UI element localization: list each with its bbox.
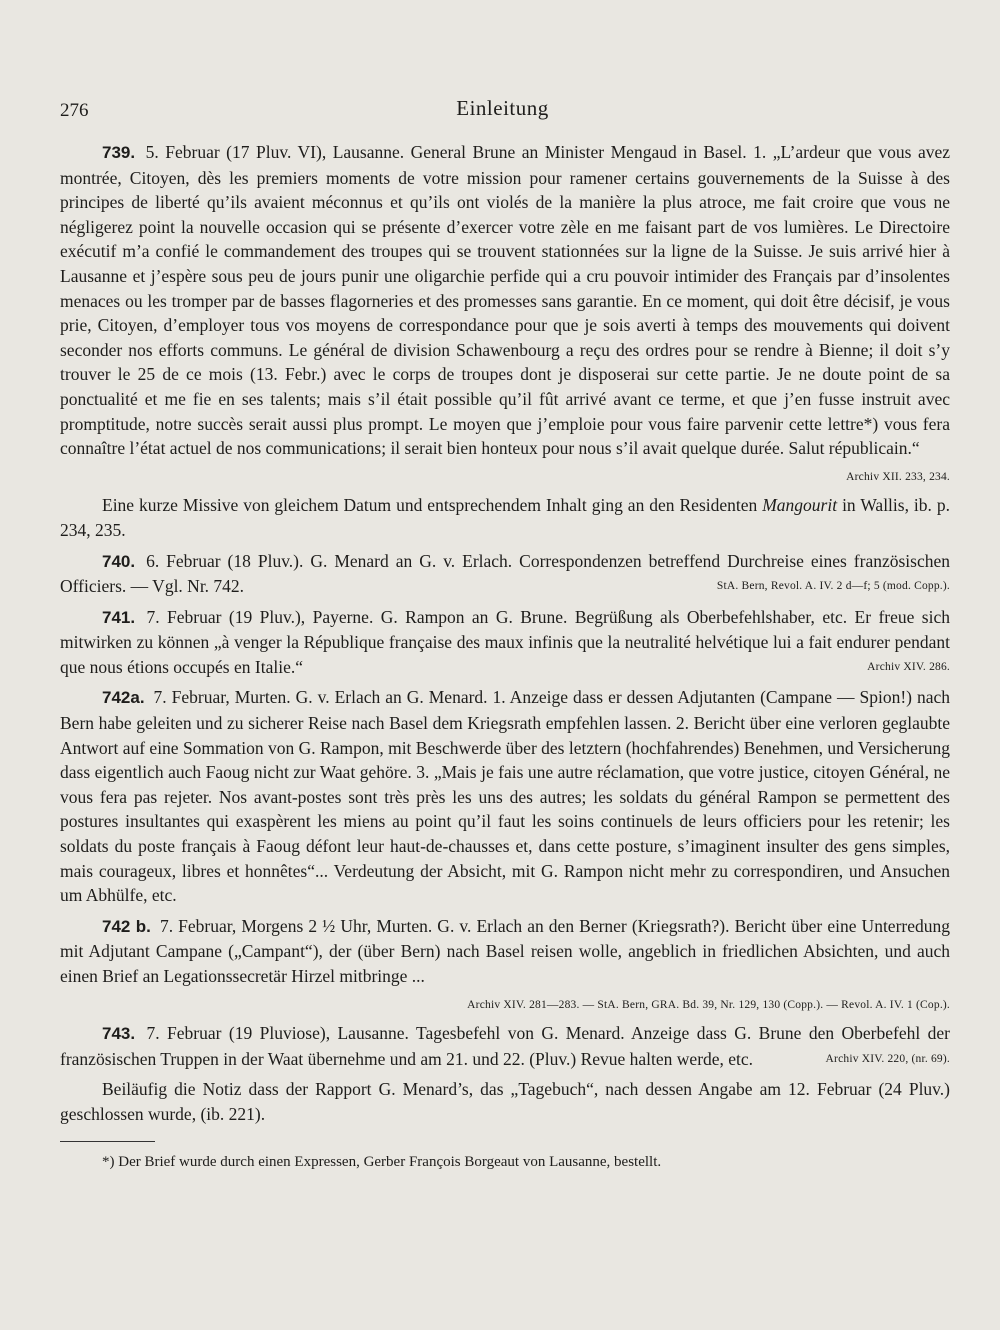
entry-number: 743. <box>102 1024 136 1044</box>
entry-text: Beiläufig die Notiz dass der Rapport G. Menard’s, das „Tagebuch“, nach dessen Angabe am 12. Februar (24 Pluv.) geschlossen wurde, (ib. 221). <box>60 1079 950 1124</box>
entry-number: 741. <box>102 607 136 627</box>
entry-number: 739. <box>102 143 136 162</box>
entry-note-mangourit <box>60 493 950 542</box>
entry-text: 5. Februar (17 Pluv. VI), Lausanne. General Brune an Minister Mengaud in Basel. 1. „L’ardeur que vous avez montrée, Citoyen, dès les premiers moments de votre mission pour ramener certains gouvernements de la Suisse à des principes de liberté qu’ils avaient méconnus et qu’ils ont violés de la manière la plus atroce, me fait croire que vous ne négligerez point la nouvelle occasion qui se présente d’exercer votre zèle en me faisant part de vos lumières. Le Directoire exécutif m’a confié le commandement des troupes qui se trouvent stationnées sur la ligne de la Suisse. Je suis arrivé hier à Lausanne et j’espère sous peu de jours punir une oligarchie perfide qui a cru pouvoir intimider des Français par d’insolentes menaces ou les tromper par de basses flagorneries et des promesses sans garantie. En ce moment, qui doit être décisif, je vous prie, Citoyen, d’employer tous vos moyens de correspondance pour que je sois averti à temps des mouvements qui doivent seconder nos efforts communs. Le général de division Schawenbourg a reçu des ordres pour se rendre à Bienne; il doit s’y trouver le 25 de ce mois (13. Febr.) avec le corps de troupes dont je disposerai sur cette partie. Je ne doute point de sa ponctualité et me fie en ses talents; mais s’il était possible qu’il fût arrivé avant ce terme, et que j’en fusse instruit avec promptitude, notre succès serait aussi plus prompt. Le moyen que j’emploie pour vous faire parvenir cette lettre*) vous fera connaître l’état actuel de nos communications; il serait bien honteux pour nous s’il avait quelque durée. Salut républicain.“ <box>60 142 951 459</box>
entry-text: 7. Februar, Morgens 2 ½ Uhr, Murten. G. v. Erlach an den Berner (Kriegsrath?). Bericht über eine Unterredung mit Adjutant Campane („Campant“), der (über Bern) nach Basel reisen wolle, angeblich in friedlichen Absichten, und auch einen Brief an Legationssecretär Hirzel mitbringe ... <box>60 915 950 986</box>
entry-source: Archiv XIV. 281—283. — StA. Bern, GRA. Bd. 39, Nr. 129, 130 (Copp.). — Revol. A. IV. 1 (Cop.). <box>467 998 950 1011</box>
entry-number: 742 b. <box>102 916 151 936</box>
entry-text: 7. Februar (19 Pluv.), Payerne. G. Rampon an G. Brune. Begrüßung als Oberbefehlshaber, etc. Er freue sich mitwirken zu können „à venger la République française des maux infinis que la neutralité helvétique lui a fait endurer pendant que nous étions occupés en Italie.“ <box>60 606 950 677</box>
running-head: Einleitung <box>456 96 549 120</box>
entry-number: 742a. <box>102 688 145 708</box>
page-number: 276 <box>60 100 89 121</box>
footnote-divider <box>60 1141 155 1142</box>
entry-text: 7. Februar, Murten. G. v. Erlach an G. Menard. 1. Anzeige dass er dessen Adjutanten (Campane — Spion!) nach Bern habe geleiten und zu sicherer Reise nach Basel dem Kriegsrath empfehlen lassen. 2. Bericht über eine verloren geglaubte Antwort auf eine Sommation von G. Rampon, mit Beschwerde über des letztern (hochfahrendes) Benehmen, und Versicherung dass eigentlich auch Faoug nicht zur Waat gehöre. 3. „Mais je fais une autre réclamation, que votre justice, citoyen Général, ne vous fera pas rejeter. Nos avant-postes sont très près les uns des autres; les soldats du général Rampon se permettent des postures insultantes qui exaspèrent les miens au point qu’il faut les soins continuels de leurs officiers pour les retenir; les soldats du poste français à Faoug défont leur haut-de-chausses et, dans cette posture, s’imaginent insulter des gens simples, mais courageux, libres et honnêtes“... Verdeutung der Absicht, mit G. Rampon nicht mehr zu correspondiren, und Ansuchen um Abhülfe, etc. <box>60 687 951 906</box>
page-body <box>60 140 950 1180</box>
entry-text: 7. Februar (19 Pluviose), Lausanne. Tagesbefehl von G. Menard. Anzeige dass G. Brune den Oberbefehl der französischen Truppen in der Waat übernehme und am 21. und 22. (Pluv.) Revue halten werde, etc. <box>60 1023 950 1069</box>
footnote: *) Der Brief wurde durch einen Expressen, Gerber François Borgeaut von Lausanne, bestellt. <box>102 1153 662 1170</box>
entry-text: in Wallis, ib. p. 234, 235. <box>60 495 950 540</box>
entry-742b <box>60 914 950 989</box>
entry-note-tagebuch <box>60 1077 950 1126</box>
entry-743 <box>60 1021 950 1071</box>
entry-text-italic: Mangourit <box>762 495 838 516</box>
entry-text: Eine kurze Missive von gleichem Datum und entsprechendem Inhalt ging an den Residenten <box>102 495 763 516</box>
entry-text: 6. Februar (18 Pluv.). G. Menard an G. v. Erlach. Correspondenzen betreffend Durchreise eines französischen Officiers. — Vgl. Nr. 742. <box>60 550 950 597</box>
entry-742a <box>60 685 950 907</box>
page-header <box>60 96 945 124</box>
entry-source: Archiv XIV. 286. <box>867 660 950 673</box>
entry-740 <box>60 549 950 599</box>
entry-source: StA. Bern, Revol. A. IV. 2 d—f; 5 (mod. Copp.). <box>716 580 950 593</box>
entry-739 <box>60 140 950 461</box>
entry-source: Archiv XIV. 220, (nr. 69). <box>825 1052 950 1065</box>
entry-source: Archiv XII. 233, 234. <box>846 470 950 483</box>
entry-741 <box>60 605 950 680</box>
entry-number: 740. <box>102 551 136 571</box>
